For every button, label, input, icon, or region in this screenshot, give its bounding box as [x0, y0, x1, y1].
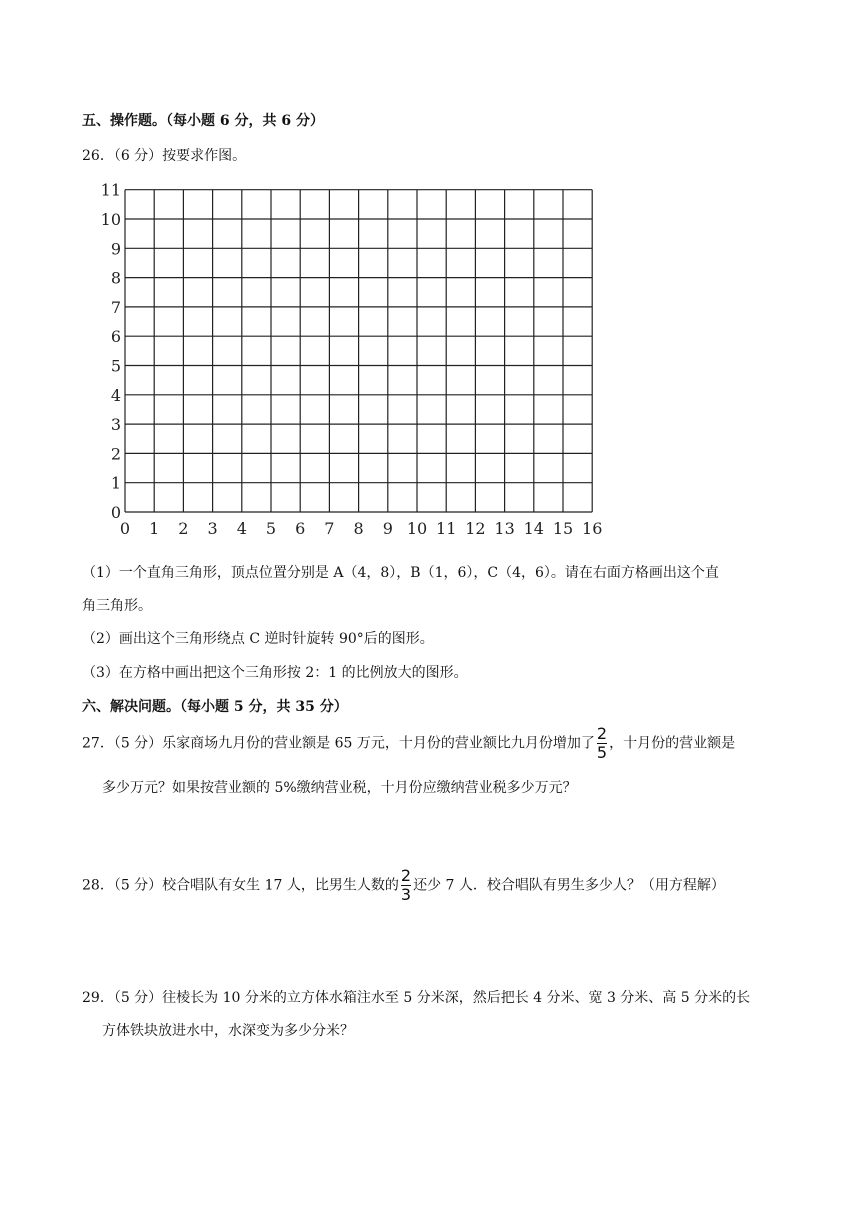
x-tick-label: 4 — [236, 519, 247, 538]
x-tick-label: 12 — [465, 519, 486, 538]
question-26-part-3: （3）在方格中画出把这个三角形按 2：1 的比例放大的图形。 — [82, 665, 468, 681]
x-tick-label: 14 — [523, 519, 544, 538]
x-tick-label: 5 — [265, 519, 277, 538]
question-28-text-end: 还少 7 人．校合唱队有男生多少人？（用方程解） — [413, 877, 725, 894]
section-6-title: 六、解决问题。（每小题 5 分，共 35 分） — [82, 699, 348, 715]
y-tick-label: 1 — [110, 473, 121, 493]
question-27-text-end: ，十月份的营业额是 — [609, 735, 736, 752]
question-27-text: 27．（5 分）乐家商场九月份的营业额是 65 万元，十月份的营业额比九月份增加了 — [82, 735, 595, 752]
question-27-line-1 — [82, 726, 735, 761]
y-tick-label: 6 — [110, 327, 121, 347]
y-tick-label: 5 — [110, 356, 121, 376]
section-5-title: 五、操作题。（每小题 6 分，共 6 分） — [82, 113, 324, 129]
x-tick-label: 15 — [552, 519, 574, 538]
question-29-line-1: 29．（5 分）往棱长为 10 分米的立方体水箱注水至 5 分米深，然后把长 4 分米、宽 3 分米、高 5 分米的长 — [82, 990, 751, 1006]
x-tick-label: 9 — [382, 519, 393, 538]
fraction-denominator: 3 — [400, 885, 412, 904]
y-tick-label: 0 — [110, 503, 121, 522]
y-tick-label: 11 — [100, 180, 121, 200]
coordinate-grid — [100, 180, 603, 540]
question-26-part-1: （1）一个直角三角形，顶点位置分别是 A（4，8），B（1，6），C（4，6）。请在右面方格画出这个直 — [82, 565, 719, 581]
question-27-line-2: 多少万元？如果按营业额的 5%缴纳营业税，十月份应缴纳营业税多少万元？ — [102, 780, 577, 796]
y-tick-label: 3 — [110, 415, 121, 435]
question-29-line-2: 方体铁块放进水中，水深变为多少分米？ — [102, 1023, 354, 1039]
fraction-numerator: 2 — [596, 724, 608, 743]
question-26-part-2: （2）画出这个三角形绕点 C 逆时针旋转 90°后的图形。 — [82, 631, 434, 647]
y-tick-label: 9 — [110, 239, 121, 259]
x-tick-label: 6 — [295, 519, 306, 538]
y-tick-label: 2 — [110, 444, 121, 464]
y-tick-label: 4 — [110, 385, 121, 405]
x-tick-label: 3 — [207, 519, 218, 538]
x-tick-label: 7 — [324, 519, 335, 538]
question-28-text: 28．（5 分）校合唱队有女生 17 人，比男生人数的 — [82, 877, 399, 894]
fraction-two-fifths — [596, 726, 608, 761]
x-tick-label: 0 — [119, 519, 131, 538]
y-tick-label: 10 — [100, 210, 121, 229]
question-28 — [82, 868, 725, 903]
x-tick-label: 8 — [353, 519, 364, 538]
x-tick-label: 13 — [494, 519, 515, 538]
question-26-header: 26．（6 分）按要求作图。 — [82, 148, 247, 164]
x-tick-label: 16 — [582, 519, 603, 538]
x-tick-label: 1 — [149, 519, 160, 538]
y-tick-label: 7 — [110, 297, 121, 317]
x-tick-label: 2 — [178, 519, 189, 538]
x-tick-label: 11 — [436, 519, 457, 538]
fraction-numerator: 2 — [400, 866, 412, 885]
y-tick-label: 8 — [110, 268, 121, 288]
fraction-denominator: 5 — [596, 743, 608, 762]
x-tick-label: 10 — [406, 519, 428, 538]
question-26-part-1-continued: 角三角形。 — [82, 598, 152, 614]
fraction-two-thirds — [400, 868, 412, 903]
